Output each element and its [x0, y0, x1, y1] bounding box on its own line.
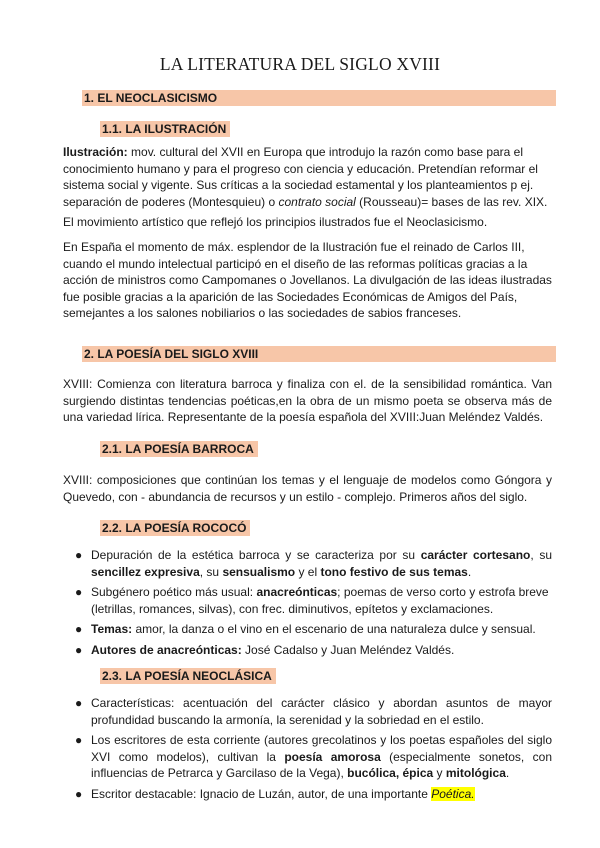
document-title: LA LITERATURA DEL SIGLO XVIII [159, 54, 441, 74]
list-item: ● Características: acentuación del carácter clásico y abordan asuntos de mayor profundidad buscando la armonía, la serenidad y la sobriedad en el estilo. [75, 696, 552, 727]
bullet-icon: ● [75, 733, 83, 748]
section-heading-poesia: 2. LA POESÍA DEL SIGLO XVIII [82, 346, 556, 362]
term-ilustracion: Ilustración: [63, 145, 128, 159]
bullet-icon: ● [75, 696, 83, 710]
bullet-icon: ● [75, 548, 83, 562]
paragraph-barroca: XVIII: composiciones que continúan los temas y el lenguaje de modelos como Góngora y Quevedo, con - abundancia de recursos y un estilo - complejo. Primeros años del siglo. [63, 473, 552, 504]
list-item: ● Autores de anacreónticas: José Cadalso y Juan Meléndez Valdés. [75, 642, 455, 657]
bullet-icon: ● [75, 585, 83, 600]
subsection-heading-barroca: 2.1. LA POESÍA BARROCA [100, 441, 258, 457]
list-item: ● Los escritores de esta corriente (autores grecolatinos y los poetas españoles del siglo XVI como modelos), cultivan la poesía amorosa (especialmente sonetos, con influencias de Petrarca y Garcilaso de la Vega), bucólica, épica y mitológica. [75, 733, 552, 781]
neoclasica-list [63, 695, 552, 807]
list-item: ● Subgénero poético más usual: anacreónticas; poemas de verso corto y estrofa breve (letrillas, romances, silvas), con frec. diminutivos, epítetos y exclamaciones. [75, 585, 549, 616]
highlighted-poetica: Poética. [431, 786, 475, 801]
contrato-social: contrato social [278, 194, 356, 209]
subsection-heading-rococo: 2.2. LA POESÍA ROCOCÓ [100, 520, 250, 536]
bullet-icon: ● [75, 642, 83, 657]
paragraph-neoclasicismo: El movimiento artístico que reflejó los principios ilustrados fue el Neoclasicismo. [63, 215, 488, 229]
list-item: ● Depuración de la estética barroca y se caracteriza por su carácter cortesano, su sencillez expresiva, su sensualismo y el tono festivo de sus temas. [75, 548, 553, 579]
rococo-list [63, 547, 552, 663]
list-item: ● Escritor destacable: Ignacio de Luzán, autor, de una importante Poética. [75, 786, 475, 801]
subsection-heading-ilustracion: 1.1. LA ILUSTRACIÓN [100, 121, 230, 137]
paragraph-poesia-intro: XVIII: Comienza con literatura barroca y finaliza con el. de la sensibilidad romántica. Van surgiendo distintas tendencias poéticas,en la obra de un mismo poeta se observa más de una variedad lírica. Representante de la poesía española del XVIII:Juan Meléndez Valdés. [63, 377, 552, 425]
bullet-icon: ● [75, 786, 83, 801]
paragraph-espana: En España el momento de máx. esplendor de la Ilustración fue el reinado de Carlos III, cuando el mundo intelectual participó en el diseño de las reformas políticas gracias a la acción de ministros como Campomanes o Jovellanos. La divulgación de las ideas ilustradas fue posible gracias a la aparición de las Sociedades Económicas de Amigos del País, semejantes a los salones nobiliarios o las sociedades de sabios franceses. [63, 240, 552, 321]
paragraph-ilustracion: Ilustración: mov. cultural del XVII en Europa que introdujo la razón como base para el conocimiento humano y para el progreso con ciencia y educación. Pretendían reformar el sistema social y vigente. Sus críticas a la sociedad estamental y los planteamientos p ej. separación de poderes (Montesquieu) o contrato social (Rousseau)= bases de las rev. XIX. [63, 145, 548, 209]
bullet-icon: ● [75, 622, 83, 637]
subsection-heading-neoclasica: 2.3. LA POESÍA NEOCLÁSICA [100, 668, 276, 684]
list-item: ● Temas: amor, la danza o el vino en el escenario de una naturaleza dulce y sensual. [75, 622, 536, 637]
section-heading-neoclasicismo: 1. EL NEOCLASICISMO [82, 90, 556, 106]
